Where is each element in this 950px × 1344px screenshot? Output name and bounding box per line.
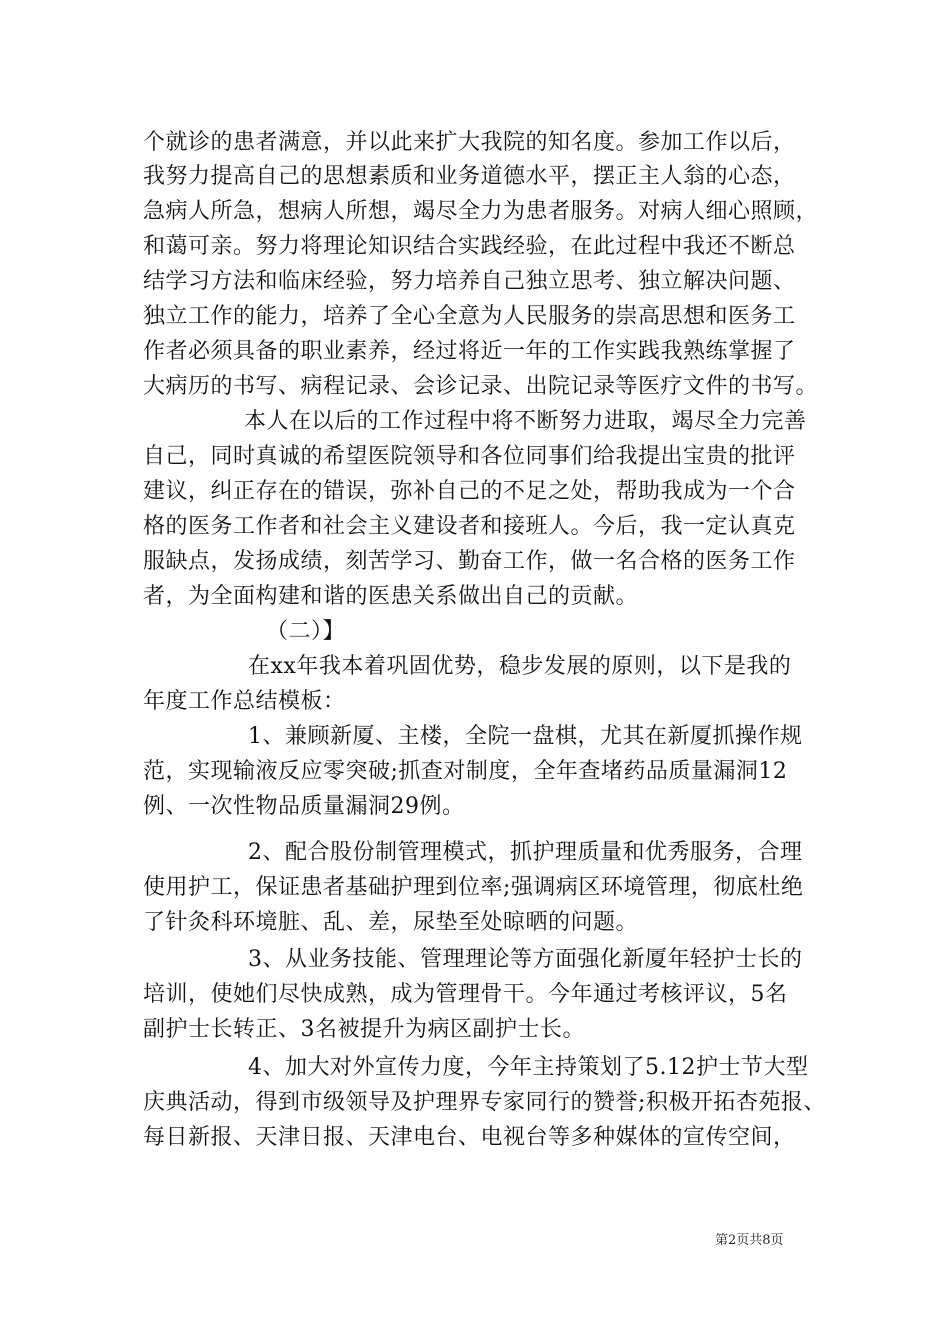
text-line: 作者必须具备的职业素养，经过将近一年的工作实践我熟练掌握了 xyxy=(143,339,796,364)
text-line: 我努力提高自己的思想素质和业务道德水平，摆正主人翁的心态， xyxy=(143,164,796,189)
text-line: 者，为全面构建和谐的医患关系做出自己的贡献。 xyxy=(143,584,639,609)
text-line: 例、一次性物品质量漏洞29例。 xyxy=(143,794,465,819)
text-line: 本人在以后的工作过程中将不断努力进取，竭尽全力完善 xyxy=(244,409,807,434)
text-line: 3、从业务技能、管理理论等方面强化新厦年轻护士长的 xyxy=(248,947,803,972)
section-heading: （二）】 xyxy=(266,619,346,644)
text-line: 和蔼可亲。努力将理论知识结合实践经验，在此过程中我还不断总 xyxy=(143,234,796,259)
text-line: 范，实现输液反应零突破;抓查对制度，全年查堵药品质量漏洞12 xyxy=(143,759,788,784)
text-line: 自己，同时真诚的希望医院领导和各位同事们给我提出宝贵的批评 xyxy=(143,444,796,469)
text-line: 格的医务工作者和社会主义建设者和接班人。今后，我一定认真克 xyxy=(143,514,796,539)
text-line: 服缺点，发扬成绩，刻苦学习、勤奋工作，做一名合格的医务工作 xyxy=(143,549,796,574)
text-line: 年度工作总结模板： xyxy=(143,689,346,714)
text-line: 建议，纠正存在的错误，弥补自己的不足之处，帮助我成为一个合 xyxy=(143,479,796,504)
text-line: 急病人所急，想病人所想，竭尽全力为患者服务。对病人细心照顾， xyxy=(143,199,819,224)
text-line: 在xx年我本着巩固优势，稳步发展的原则，以下是我的 xyxy=(248,654,792,679)
text-line: 庆典活动，得到市级领导及护理界专家同行的赞誉;积极开拓杏苑报、 xyxy=(143,1090,826,1115)
text-line: 大病历的书写、病程记录、会诊记录、出院记录等医疗文件的书写。 xyxy=(143,374,819,399)
text-line: 1、兼顾新厦、主楼，全院一盘棋，尤其在新厦抓操作规 xyxy=(248,724,803,749)
text-line: 了针灸科环境脏、乱、差，尿垫至处晾晒的问题。 xyxy=(143,910,639,935)
text-line: 个就诊的患者满意，并以此来扩大我院的知名度。参加工作以后， xyxy=(143,130,796,155)
text-line: 结学习方法和临床经验，努力培养自己独立思考、独立解决问题、 xyxy=(143,269,796,294)
page-number: 第2页共8页 xyxy=(715,1233,784,1248)
text-line: 使用护工，保证患者基础护理到位率;强调病区环境管理，彻底杜绝 xyxy=(143,875,804,900)
text-line: 2、配合股份制管理模式，抓护理质量和优秀服务，合理 xyxy=(248,840,803,865)
text-line: 副护士长转正、3名被提升为病区副护士长。 xyxy=(143,1017,585,1042)
text-line: 4、加大对外宣传力度，今年主持策划了5.12护士节大型 xyxy=(248,1055,809,1080)
text-line: 独立工作的能力，培养了全心全意为人民服务的崇高思想和医务工 xyxy=(143,304,796,329)
text-line: 每日新报、天津日报、天津电台、电视台等多种媒体的宣传空间， xyxy=(143,1125,796,1150)
text-line: 培训，使她们尽快成熟，成为管理骨干。今年通过考核评议，5名 xyxy=(143,982,788,1007)
